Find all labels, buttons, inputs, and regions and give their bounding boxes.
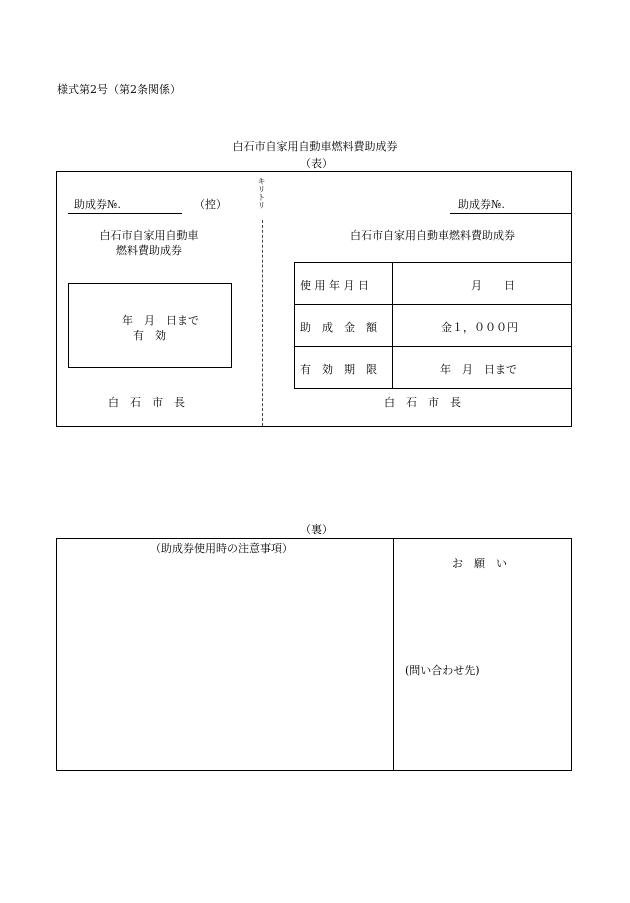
- front-side-label: （表）: [300, 157, 333, 170]
- request-title: お 願 い: [452, 557, 507, 570]
- subsidy-amount-label: 助 成 金 額: [300, 321, 377, 334]
- contact-label: (問い合わせ先): [405, 664, 480, 677]
- stub-validity-label: 有 効: [133, 329, 166, 342]
- table-row-divider: [294, 346, 572, 347]
- expiry-value: 年 月 日まで: [440, 363, 517, 376]
- stub-title-line2: 燃料費助成券: [116, 244, 182, 257]
- stub-copy-mark: （控）: [194, 198, 227, 211]
- ticket-number-label: 助成券№.: [458, 198, 505, 211]
- ticket-number-underline: [450, 213, 571, 214]
- expiry-label: 有 効 期 限: [300, 363, 377, 376]
- usage-date-value: 月 日: [471, 279, 515, 292]
- back-column-divider: [393, 538, 394, 771]
- ticket-issuer: 白 石 市 長: [384, 396, 461, 409]
- cut-line-label: キリトリ: [257, 177, 266, 209]
- perforation-line: [262, 220, 263, 426]
- table-column-divider: [392, 262, 393, 389]
- ticket-title: 白石市自家用自動車燃料費助成券: [350, 229, 515, 242]
- back-side-label: （裏）: [300, 523, 333, 536]
- stub-number-underline: [68, 213, 182, 214]
- stub-number-label: 助成券№.: [74, 198, 121, 211]
- stub-validity-date: 年 月 日まで: [122, 314, 199, 327]
- table-row-divider: [294, 304, 572, 305]
- back-voucher-box: [56, 538, 572, 771]
- stub-issuer: 白 石 市 長: [108, 396, 185, 409]
- form-number: 様式第2号（第2条関係）: [57, 83, 181, 96]
- subsidy-amount-value: 金１，０００円: [441, 321, 518, 334]
- stub-title-line1: 白石市自家用自動車: [99, 229, 199, 242]
- document-title: 白石市自家用自動車燃料費助成券: [232, 140, 398, 153]
- usage-notes-title: （助成券使用時の注意事項）: [150, 542, 293, 555]
- usage-date-label: 使 用 年 月 日: [300, 279, 369, 292]
